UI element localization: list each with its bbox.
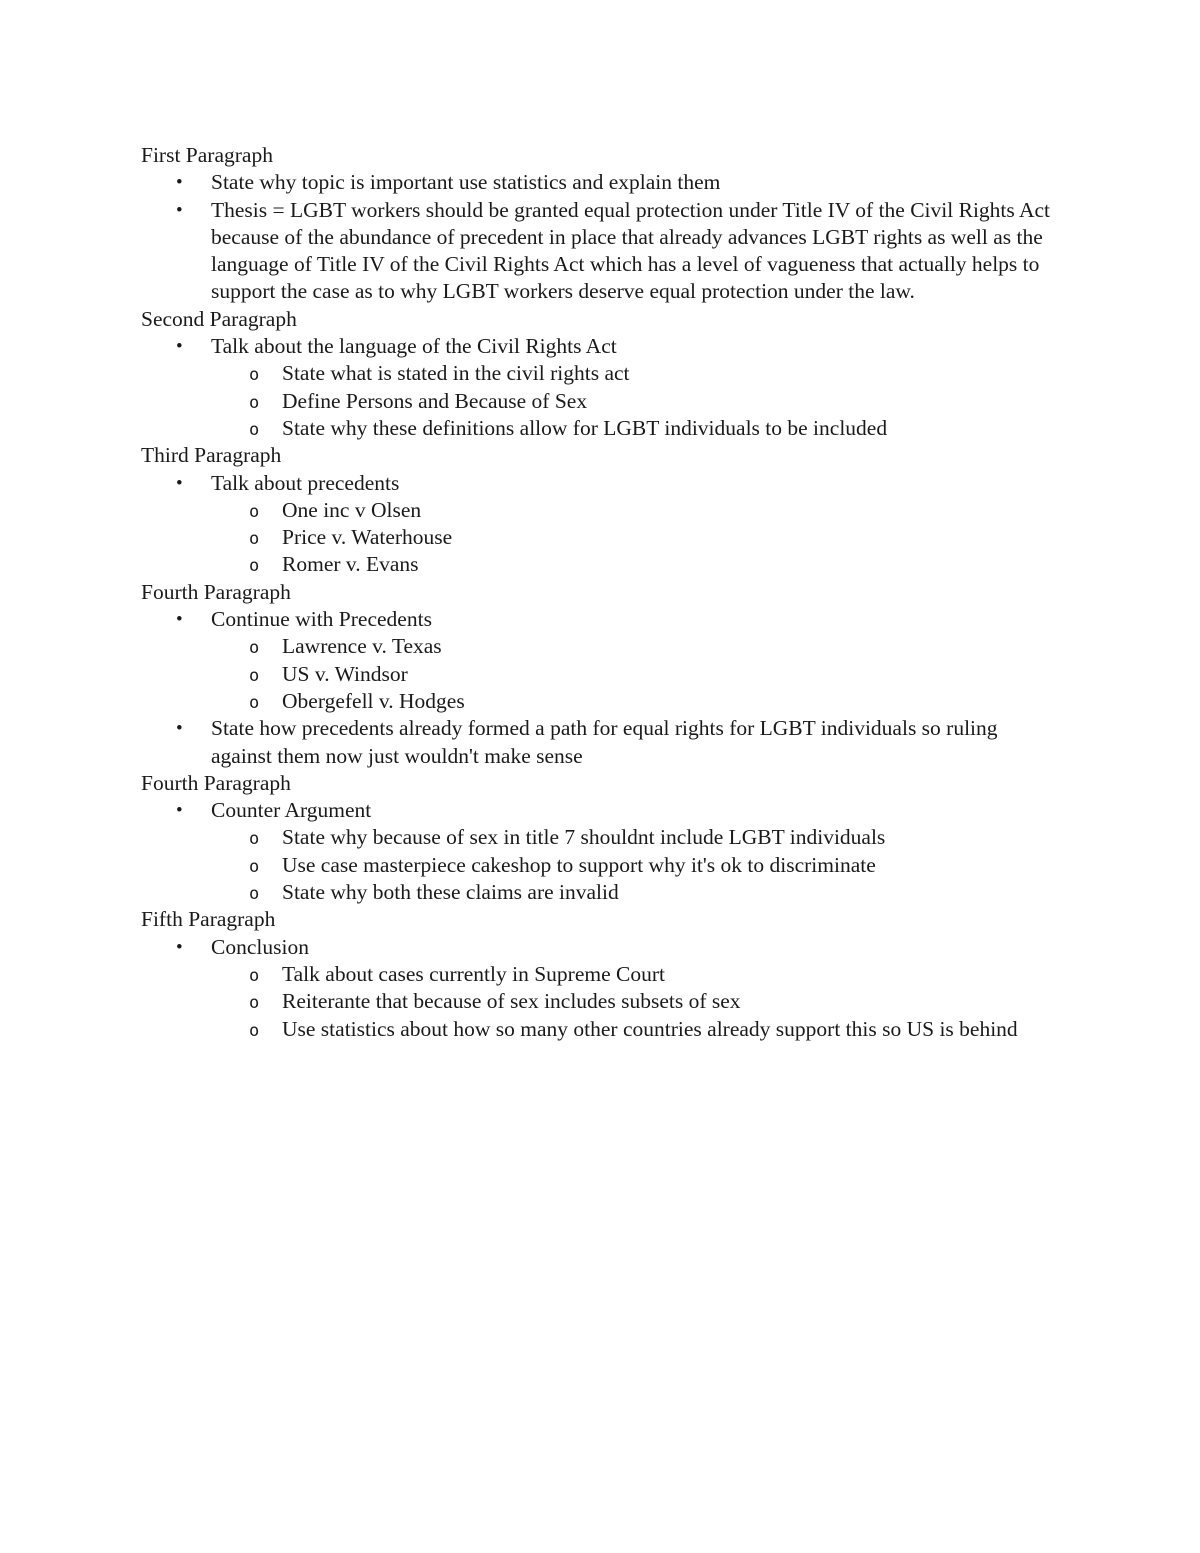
sub-bullet-item [211, 497, 1061, 524]
sub-bullet-item [211, 524, 1061, 551]
bullet-item [141, 606, 1061, 715]
circle-bullet-icon: o [249, 419, 260, 440]
sub-bullet-text: Price v. Waterhouse [282, 525, 453, 550]
circle-bullet-icon: o [249, 829, 260, 850]
bullet-list [141, 797, 1061, 906]
bullet-text: State how precedents already formed a path for equal rights for LGBT individuals so ruling against them now just wouldn't make sense [211, 716, 998, 768]
bullet-item [141, 197, 1061, 306]
sub-bullet-item [211, 633, 1061, 660]
sub-bullet-item [211, 852, 1061, 879]
sub-bullet-text: State what is stated in the civil rights act [282, 361, 630, 386]
sub-bullet-text: Use statistics about how so many other countries already support this so US is behind [282, 1016, 1018, 1041]
sub-bullet-list [211, 360, 1061, 442]
sub-bullet-text: Talk about cases currently in Supreme Court [282, 961, 666, 986]
sub-bullet-text: One inc v Olsen [282, 497, 422, 522]
bullet-item [141, 333, 1061, 442]
sub-bullet-text: Use case masterpiece cakeshop to support why it's ok to discriminate [282, 852, 876, 877]
bullet-text: Counter Argument [211, 798, 372, 823]
sub-bullet-item [211, 824, 1061, 851]
bullet-icon: • [176, 800, 183, 822]
bullet-icon: • [176, 172, 183, 194]
sub-bullet-list [211, 497, 1061, 579]
circle-bullet-icon: o [249, 1020, 260, 1041]
sub-bullet-text: Lawrence v. Texas [282, 634, 442, 659]
bullet-text: Talk about the language of the Civil Rights Act [211, 334, 617, 359]
circle-bullet-icon: o [249, 638, 260, 659]
bullet-icon: • [176, 936, 183, 958]
circle-bullet-icon: o [249, 884, 260, 905]
bullet-icon: • [176, 199, 183, 221]
sub-bullet-item [211, 388, 1061, 415]
sub-bullet-text: US v. Windsor [282, 661, 408, 686]
sub-bullet-item [211, 551, 1061, 578]
circle-bullet-icon: o [249, 993, 260, 1014]
sub-bullet-item [211, 661, 1061, 688]
sub-bullet-item [211, 688, 1061, 715]
bullet-icon: • [176, 336, 183, 358]
section-heading: Fourth Paragraph [141, 579, 291, 604]
bullet-list [141, 934, 1061, 1043]
sub-bullet-item [211, 1016, 1061, 1043]
bullet-text: Talk about precedents [211, 470, 400, 495]
bullet-text: Continue with Precedents [211, 607, 432, 632]
sub-bullet-list [211, 633, 1061, 715]
circle-bullet-icon: o [249, 529, 260, 550]
sub-bullet-text: Obergefell v. Hodges [282, 688, 465, 713]
circle-bullet-icon: o [249, 501, 260, 522]
bullet-list [141, 606, 1061, 770]
bullet-icon: • [176, 472, 183, 494]
section-heading: Fourth Paragraph [141, 770, 291, 795]
sub-bullet-item [211, 988, 1061, 1015]
section-heading: Third Paragraph [141, 443, 282, 468]
circle-bullet-icon: o [249, 692, 260, 713]
bullet-item [141, 797, 1061, 906]
sub-bullet-text: Reiterante that because of sex includes subsets of sex [282, 989, 741, 1014]
sub-bullet-item [211, 415, 1061, 442]
sub-bullet-text: State why because of sex in title 7 shouldnt include LGBT individuals [282, 825, 886, 850]
section-heading: Fifth Paragraph [141, 907, 276, 932]
sub-bullet-list [211, 824, 1061, 906]
sub-bullet-text: Define Persons and Because of Sex [282, 388, 588, 413]
sub-bullet-item [211, 360, 1061, 387]
bullet-item [141, 169, 1061, 196]
bullet-text: Conclusion [211, 934, 309, 959]
section-heading: First Paragraph [141, 143, 273, 167]
sub-bullet-item [211, 961, 1061, 988]
bullet-item [141, 715, 1061, 770]
bullet-icon: • [176, 718, 183, 740]
document-outline [141, 142, 1061, 1043]
bullet-item [141, 934, 1061, 1043]
bullet-text: Thesis = LGBT workers should be granted equal protection under Title IV of the Civil Rights Act because of the abundance of precedent in place that already advances LGBT rights as well as the language of Title IV of the Civil Rights Act which has a level of vagueness that actually helps to support the case as to why LGBT workers deserve equal protection under the law. [211, 197, 1050, 304]
bullet-list [141, 470, 1061, 579]
circle-bullet-icon: o [249, 365, 260, 386]
sub-bullet-list [211, 961, 1061, 1043]
sub-bullet-item [211, 879, 1061, 906]
circle-bullet-icon: o [249, 965, 260, 986]
bullet-item [141, 470, 1061, 579]
circle-bullet-icon: o [249, 856, 260, 877]
sub-bullet-text: State why both these claims are invalid [282, 880, 619, 905]
bullet-list [141, 169, 1061, 305]
bullet-icon: • [176, 609, 183, 631]
circle-bullet-icon: o [249, 392, 260, 413]
bullet-text: State why topic is important use statistics and explain them [211, 170, 721, 195]
circle-bullet-icon: o [249, 665, 260, 686]
sub-bullet-text: Romer v. Evans [282, 552, 419, 577]
circle-bullet-icon: o [249, 556, 260, 577]
bullet-list [141, 333, 1061, 442]
section-heading: Second Paragraph [141, 306, 297, 331]
sub-bullet-text: State why these definitions allow for LGBT individuals to be included [282, 415, 888, 440]
